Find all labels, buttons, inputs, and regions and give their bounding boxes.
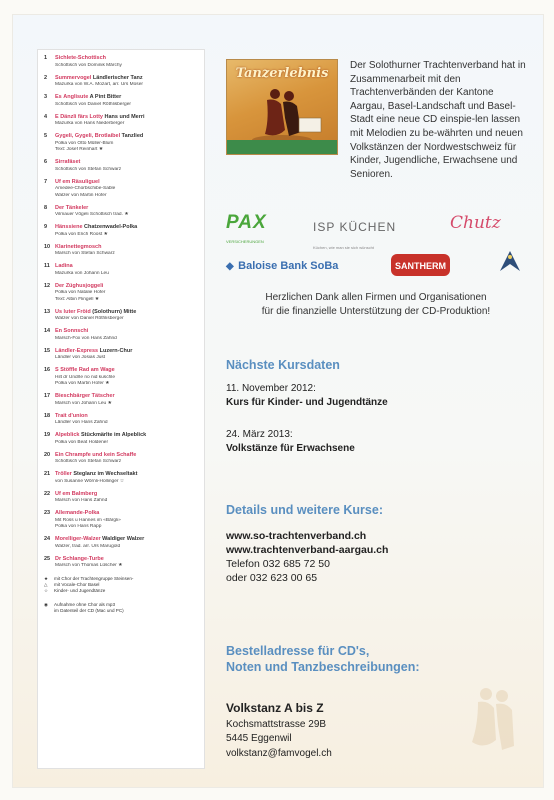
track-title: Sichlete-Schottisch [55,55,107,61]
track-number: 20 [44,451,51,458]
track-title: Morelliger-Walzer Waldiger Walzer [55,536,145,542]
track-credit: Schottisch von Daniel Röthlisberger [55,101,131,107]
legend-item: ★ mit Chor der Trachtengruppe Steinsen- [44,575,134,581]
track-credit: Schottisch von Stefan Schwarz [55,459,122,464]
track-item [44,536,198,550]
track-title: En Sonnschi [55,328,89,334]
legend-item: △ mit Vocale-Chor Basel [44,581,100,587]
track-item [44,55,198,69]
track-credit: Schottisch von Stefan Schwarz [55,166,122,172]
flyer-page [12,14,544,788]
website-link-aargau[interactable]: www.trachtenverband-aargau.ch [226,544,389,556]
track-number: 24 [44,536,51,542]
track-item [44,263,198,277]
track-title: Uf em Balmberg [55,490,98,497]
track-number: 10 [44,243,51,250]
pax-logo: PAX $^{VERSICHERUNGEN}$ [226,212,267,244]
track-credit: Amedee-Chorbschibe-Sable [55,186,116,191]
track-item [44,413,198,427]
track-credit: Walzer von Daniel Röthlisberger [55,316,124,321]
kurs-item: 24. März 2013: Volkstänze für Erwachsene [226,429,355,454]
track-number: 25 [44,555,51,562]
track-item [44,179,198,200]
baloise-bank-soba-logo: ◆ Baloise Bank SoBa [226,260,339,272]
order-heading: Bestelladresse für CD's, Noten und Tanzbeschreibungen: [226,644,420,674]
track-title: Klarinettegmosch [55,243,102,250]
track-credit: Hilt dr Undrle no nid kuschle [55,374,115,380]
baloise-diamond-icon: ◆ [226,261,234,272]
track-number: 16 [44,367,51,373]
track-title: Der Züghusjoggeli [55,282,104,289]
intro-text: Der Solothurner Trachtenverband hat in Zusammenarbeit mit den Trachtenverbänden der Kantone Aargau, Basel-Landschaft und Basel-Stadt eine neue CD einspie-len lassen mit Melodien zu be-währten und neuen Volkstänzen der Nordwestschweiz für Kinder, Jugendliche, Erwachsene und Senioren. [350,60,526,180]
track-number: 22 [44,490,51,497]
track-number: 19 [44,432,51,438]
track-item [44,556,198,570]
track-number: 21 [44,471,51,477]
track-item [44,367,198,388]
track-number: 5 [44,133,48,139]
track-title: Sirrafäset [55,159,81,165]
track-item [44,393,198,407]
track-number: 1 [44,55,48,61]
kursdaten-heading: Nächste Kursdaten [226,358,340,372]
details-heading: Details und weitere Kurse: [226,503,383,517]
track-item [44,348,198,362]
track-credit: Schottisch von Dominik Märchy [55,62,122,68]
track-item [44,94,198,108]
track-credit: Walzer von Martin Hofer [55,192,107,198]
tracklist-legend [44,576,198,615]
track-credit: Mazurka von W.A. Mozart, arr. Urs Moser [55,82,143,87]
track-item [44,75,198,89]
track-title: Tröller Steglanz im Wechseltakt [55,471,138,477]
track-item [44,432,198,446]
track-number: 11 [44,263,50,269]
track-number: 13 [44,308,51,315]
track-title: Summervogel Ländlerischer Tanz [55,74,143,81]
track-credit: Mazurka von Hans Niederberger [55,121,125,126]
cd-icon: ◉ [44,601,49,607]
details-contacts [226,529,388,585]
track-title: Bieschbärger Tätscher [55,393,115,399]
track-credit: Polka von Beat Holdener [55,439,109,445]
legend-note: ◉ Aufnahme ohne Chor als mp3 im Datenteil der CD (Mac und PC) [44,601,124,614]
email-link[interactable]: volkstanz@famvogel.ch [226,747,332,759]
track-credit: Marsch von Johann Leu ★ [55,400,112,406]
track-item [44,309,198,323]
track-title: Uf em Räsuliguel [55,178,100,185]
track-number: 6 [44,159,48,165]
track-credit: von Susanne Wörnli-Hollinger ☆ [55,478,125,484]
track-item [44,159,198,173]
track-credit: Polka von Martin Hofer ★ [55,381,110,386]
track-credit: Marsch-Fox von Hans Zahnd [55,335,117,341]
track-number: 23 [44,510,51,516]
track-title: Ländler-Express Luzern-Chur [55,347,133,354]
track-number: 4 [44,113,48,120]
track-title: Der Tänkeler [55,204,89,211]
track-number: 3 [44,94,48,100]
track-credit: Ländler von Josias Just [55,355,106,360]
bird-emblem-icon [498,249,522,280]
track-credit: Polka von Otto Müller-Blum [55,140,114,146]
track-credit: Mit Ross u Hannes im «Bärgli» [55,517,121,523]
track-title: Ladina [55,263,73,269]
track-credit: Marsch von Thomas Lüscher ★ [55,563,123,568]
track-number: 2 [44,74,48,81]
track-credit: Marsch von Hans Zahnd [55,498,108,503]
cd-cover-band [227,140,337,154]
track-credit: Text: Josef Reinhart ★ [55,147,104,152]
track-credit: Text: Albin Flingell ★ [55,296,100,302]
track-title: Alpeblick Stückmärlte im Alpeblick [55,432,147,438]
track-number: 12 [44,282,51,289]
track-item [44,205,198,219]
track-credit: Polka von Hans Rapp [55,524,102,529]
track-number: 15 [44,347,51,354]
track-title: Trait d'union [55,412,88,419]
track-title: Us luter Fröid (Solothurn) Mitte [55,308,137,315]
cd-cover-title: Tanzerlebnis [235,66,329,81]
track-number: 7 [44,178,48,185]
track-item [44,452,198,466]
thanks-text: Herzlichen Dank allen Firmen und Organisationen für die finanzielle Unterstützung der CD-Produktion! [261,292,491,317]
track-title: Allemande-Polka [55,510,100,516]
track-item [44,471,198,485]
track-number: 14 [44,328,51,334]
track-number: 9 [44,224,48,230]
track-item [44,283,198,304]
track-item [44,224,198,238]
track-number: 8 [44,204,48,211]
cd-cover-image [226,59,338,155]
track-credit: Walzer, trad. arr. Urs Marugold [55,543,121,549]
phone-number-alt: oder 032 623 00 65 [226,572,318,584]
track-title: S Stöffle Rad am Wage [55,367,115,373]
track-credit: Ländler von Hans Zahnd [55,420,108,425]
track-title: Ein Chrampfe und kein Schaffe [55,451,137,458]
phone-number: Telefon 032 685 72 50 [226,558,330,570]
track-item [44,491,198,505]
chutz-logo: Chutz [450,213,501,233]
kurs-item: 11. November 2012: Kurs für Kinder- und Jugendtänze [226,383,388,408]
track-credit: Mazurka von Johann Leu [55,270,109,276]
track-credit: Polka von Natalie Hofer [55,290,106,295]
track-title: Gygeli, Gygeli, Brotlaibel Tanzlied [55,133,144,139]
track-number: 18 [44,412,51,419]
track-title: E Dänzli färs Lotty Hans und Merri [55,113,145,120]
legend-item: ☆ Kinder- und Jugendtänze [44,588,106,594]
cd-tracklist [37,49,205,769]
isp-kuechen-logo: ISP KÜCHEN Küchen, wie man sie sich wünscht [313,220,397,250]
track-title: Es Änglisute A Pint Bitter [55,94,122,100]
track-credit: Vilmauer Vögeli Schottisch trad. ★ [55,212,129,217]
track-title: Hänssiene Chatzenwadel-Polka [55,224,138,230]
track-item [44,133,198,154]
order-address: Volkstanz A bis Z Kochsmattstrasse 29B 5445 Eggenwil volkstanz@famvogel.ch [226,701,332,759]
track-title: Dr Schlange-Turbe [55,555,104,562]
track-item [44,510,198,531]
track-credit: Polka von Erich Roost ★ [55,231,108,237]
track-number: 17 [44,393,51,399]
track-item [44,328,198,342]
website-link-so[interactable]: www.so-trachtenverband.ch [226,530,367,542]
track-item [44,114,198,128]
track-item [44,244,198,258]
dancers-watermark-icon [458,680,528,760]
santherm-logo: SANTHERM [391,254,450,276]
track-credit: Marsch von Stefan Schwarz [55,251,115,256]
